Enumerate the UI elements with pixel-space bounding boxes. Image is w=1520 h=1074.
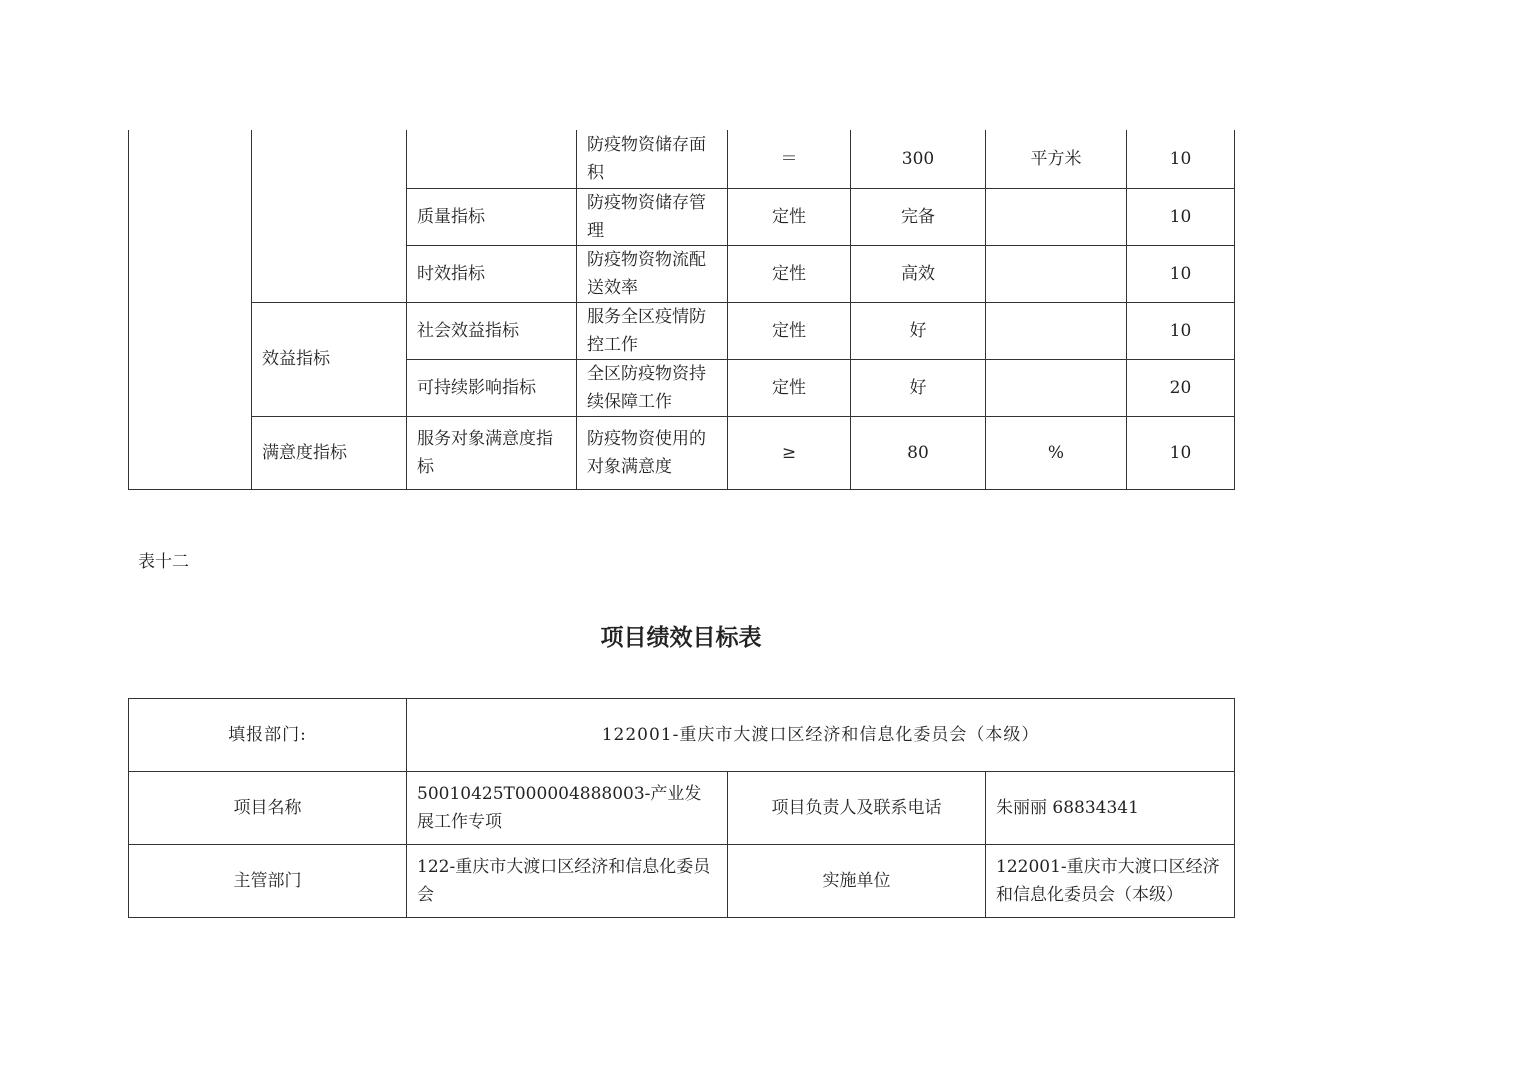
value-cell: 好 <box>851 302 986 359</box>
weight-cell: 10 <box>1127 416 1235 489</box>
dept-value: 122001-重庆市大渡口区经济和信息化委员会（本级） <box>407 699 1235 772</box>
weight-cell: 20 <box>1127 359 1235 416</box>
page-title: 项目绩效目标表 <box>600 624 762 651</box>
group-benefit-cell: 效益指标 <box>252 302 407 416</box>
level1-cell <box>129 130 252 489</box>
operator-cell: 定性 <box>728 188 851 245</box>
project-name-value: 50010425T000004888003-产业发展工作专项 <box>407 772 728 845</box>
index-name-cell: 防疫物资储存面积 <box>577 130 728 188</box>
group-satisfaction-cell: 满意度指标 <box>252 416 407 489</box>
executor-value: 122001-重庆市大渡口区经济和信息化委员会（本级） <box>986 845 1235 918</box>
unit-cell <box>986 188 1127 245</box>
level3-cell <box>407 130 577 188</box>
level3-cell: 社会效益指标 <box>407 302 577 359</box>
index-name-cell: 服务全区疫情防控工作 <box>577 302 728 359</box>
level3-cell: 质量指标 <box>407 188 577 245</box>
table-row <box>129 699 1235 772</box>
index-name-cell: 防疫物资储存管理 <box>577 188 728 245</box>
index-name-cell: 防疫物资使用的对象满意度 <box>577 416 728 489</box>
index-name-cell: 防疫物资物流配送效率 <box>577 245 728 302</box>
level3-cell: 时效指标 <box>407 245 577 302</box>
executor-label: 实施单位 <box>728 845 986 918</box>
project-name-label: 项目名称 <box>129 772 407 845</box>
unit-cell: % <box>986 416 1127 489</box>
weight-cell: 10 <box>1127 245 1235 302</box>
index-name-cell: 全区防疫物资持续保障工作 <box>577 359 728 416</box>
level3-cell: 服务对象满意度指标 <box>407 416 577 489</box>
unit-cell <box>986 245 1127 302</box>
contact-label: 项目负责人及联系电话 <box>728 772 986 845</box>
unit-cell <box>986 359 1127 416</box>
operator-cell: 定性 <box>728 245 851 302</box>
level3-cell: 可持续影响指标 <box>407 359 577 416</box>
project-info-table <box>128 698 1235 918</box>
operator-cell: ≥ <box>728 416 851 489</box>
value-cell: 高效 <box>851 245 986 302</box>
value-cell: 80 <box>851 416 986 489</box>
operator-cell: 定性 <box>728 302 851 359</box>
weight-cell: 10 <box>1127 302 1235 359</box>
value-cell: 300 <box>851 130 986 188</box>
operator-cell: 定性 <box>728 359 851 416</box>
unit-cell <box>986 302 1127 359</box>
contact-value: 朱丽丽 68834341 <box>986 772 1235 845</box>
operator-cell: ＝ <box>728 130 851 188</box>
weight-cell: 10 <box>1127 130 1235 188</box>
supervisor-label: 主管部门 <box>129 845 407 918</box>
table-caption: 表十二 <box>138 552 189 572</box>
unit-cell: 平方米 <box>986 130 1127 188</box>
table-row <box>129 772 1235 845</box>
level2-cell <box>252 130 407 302</box>
table-row <box>129 416 1235 489</box>
table-row <box>129 302 1235 359</box>
table-row <box>129 845 1235 918</box>
weight-cell: 10 <box>1127 188 1235 245</box>
table-row <box>129 130 1235 188</box>
supervisor-value: 122-重庆市大渡口区经济和信息化委员会 <box>407 845 728 918</box>
value-cell: 完备 <box>851 188 986 245</box>
indicator-table-continued <box>128 130 1235 490</box>
dept-label: 填报部门: <box>129 699 407 772</box>
value-cell: 好 <box>851 359 986 416</box>
